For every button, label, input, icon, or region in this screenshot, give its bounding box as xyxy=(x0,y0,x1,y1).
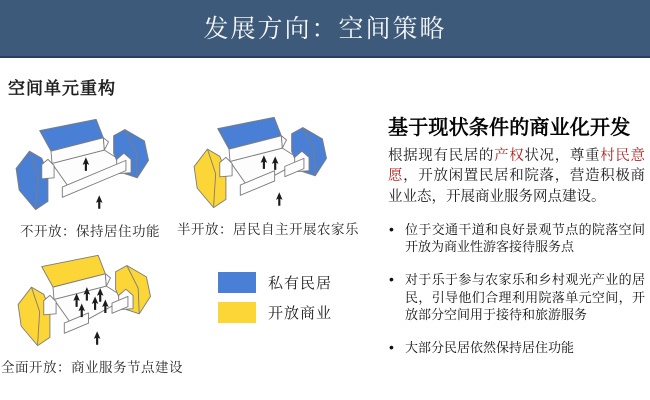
courtyard-illustration-semi-open xyxy=(190,106,346,221)
bullet-text: 位于交通干道和良好景观节点的院落空间开放为商业性游客接待服务点 xyxy=(405,221,645,255)
content-paragraph xyxy=(388,146,645,207)
paragraph-segment: 根据现有民居的 xyxy=(388,148,495,164)
diagram-not-open xyxy=(12,108,168,240)
paragraph-segment-highlight: 村民意愿 xyxy=(388,148,645,185)
content-panel xyxy=(388,117,645,371)
courtyard-illustration-closed xyxy=(12,108,168,223)
slide-title: 发展方向：空间策略 xyxy=(203,14,447,43)
paragraph-segment: ，开放闲置民居和院落，营造积极商业业态，开展商业服务网点建设。 xyxy=(388,168,645,205)
bullet-item xyxy=(388,221,645,256)
bullet-marker: • xyxy=(389,338,394,355)
courtyard-illustration-fully-open xyxy=(14,244,170,359)
diagram-caption: 不开放：保持居住功能 xyxy=(20,224,160,239)
legend xyxy=(218,272,332,332)
diagram-caption: 全面开放：商业服务节点建设 xyxy=(1,360,183,375)
diagram-fully-open xyxy=(1,244,183,376)
legend-label-private-residence: 私有民居 xyxy=(268,275,333,292)
bullet-list xyxy=(388,221,645,356)
paragraph-segment: 状况，尊重 xyxy=(524,148,601,164)
bullet-marker: • xyxy=(389,220,394,237)
bullet-item xyxy=(388,271,645,324)
slide-header xyxy=(0,0,650,58)
legend-item-private-residence xyxy=(218,272,332,293)
paragraph-segment-highlight: 产权 xyxy=(494,148,525,164)
legend-swatch-open-commerce xyxy=(218,302,256,323)
legend-item-open-commerce xyxy=(218,302,332,323)
bullet-text: 对于乐于参与农家乐和乡村观光产业的居民，引导他们合理利用院落单元空间，开放部分空间用于接待和旅游服务 xyxy=(405,271,645,323)
bullet-text: 大部分民居依然保持居住功能 xyxy=(405,339,575,355)
bullet-marker: • xyxy=(389,270,394,287)
diagram-caption: 半开放：居民自主开展农家乐 xyxy=(177,222,359,237)
content-heading: 基于现状条件的商业化开发 xyxy=(388,117,631,139)
legend-label-open-commerce: 开放商业 xyxy=(268,305,333,322)
diagram-semi-open xyxy=(177,106,359,238)
bullet-item xyxy=(388,339,645,357)
legend-swatch-private-residence xyxy=(218,272,256,293)
section-title: 空间单元重构 xyxy=(8,79,116,98)
